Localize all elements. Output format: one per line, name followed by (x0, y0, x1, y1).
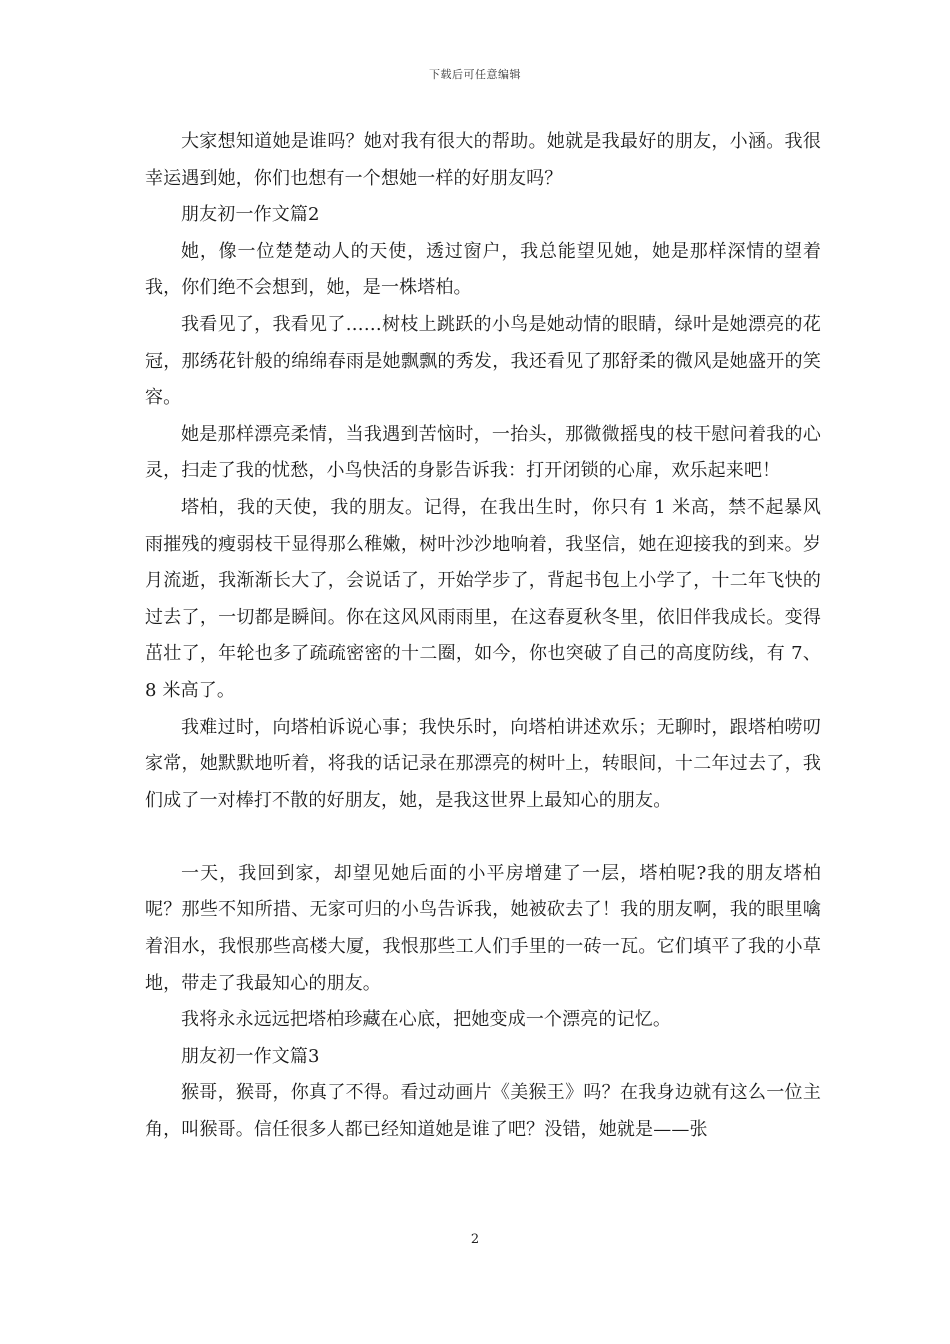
paragraph: 猴哥，猴哥，你真了不得。看过动画片《美猴王》吗？在我身边就有这么一位主角，叫猴哥。信任很多人都已经知道她是谁了吧？没错，她就是——张 (145, 1082, 821, 1141)
paragraph: 我难过时，向塔柏诉说心事；我快乐时，向塔柏讲述欢乐；无聊时，跟塔柏唠叨家常，她默默地听着，将我的话记录在那漂亮的树叶上，转眼间，十二年过去了，我们成了一对棒打不散的好朋友，她，是我这世界上最知心的朋友。 (145, 716, 821, 811)
paragraph: 她是那样漂亮柔情，当我遇到苦恼时，一抬头，那微微摇曳的枝干慰问着我的心灵，扫走了我的忧愁，小鸟快活的身影告诉我：打开闭锁的心扉，欢乐起来吧！ (145, 423, 821, 482)
paragraph: 她，像一位楚楚动人的天使，透过窗户，我总能望见她，她是那样深情的望着我，你们绝不会想到，她，是一株塔柏。 (145, 240, 821, 299)
paragraph-spacer (145, 819, 821, 856)
section-heading: 朋友初一作文篇3 (181, 1045, 320, 1067)
section-heading: 朋友初一作文篇2 (181, 204, 320, 226)
paragraph: 大家想知道她是谁吗？她对我有很大的帮助。她就是我最好的朋友，小涵。我很幸运遇到她，你们也想有一个想她一样的好朋友吗？ (145, 131, 821, 189)
paragraph: 一天，我回到家，却望见她后面的小平房增建了一层，塔柏呢?我的朋友塔柏呢？那些不知所措、无家可归的小鸟告诉我，她被砍去了！我的朋友啊，我的眼里噙着泪水，我恨那些高楼大厦，我恨那些工人们手里的一砖一瓦。它们填平了我的小草地，带走了我最知心的朋友。 (145, 862, 821, 994)
page-header: 下载后可任意编辑 (429, 68, 521, 81)
document-body (145, 124, 821, 1149)
paragraph: 我看见了，我看见了……树枝上跳跃的小鸟是她动情的眼睛，绿叶是她漂亮的花冠，那绣花针般的绵绵春雨是她飘飘的秀发，我还看见了那舒柔的微风是她盛开的笑容。 (145, 313, 821, 409)
paragraph: 塔柏，我的天使，我的朋友。记得，在我出生时，你只有 1 米高，禁不起暴风雨摧残的瘦弱枝干显得那么稚嫩，树叶沙沙地响着，我坚信，她在迎接我的到来。岁月流逝，我渐渐长大了，会说话了，开始学步了，背起书包上小学了，十二年飞快的过去了，一切都是瞬间。你在这风风雨雨里，在这春夏秋冬里，依旧伴我成长。变得茁壮了，年轮也多了疏疏密密的十二圈，如今，你也突破了自己的高度防线，有 7、8 米高了。 (145, 496, 821, 701)
paragraph: 我将永永远远把塔柏珍藏在心底，把她变成一个漂亮的记忆。 (181, 1009, 672, 1031)
page-number: 2 (470, 1232, 480, 1247)
